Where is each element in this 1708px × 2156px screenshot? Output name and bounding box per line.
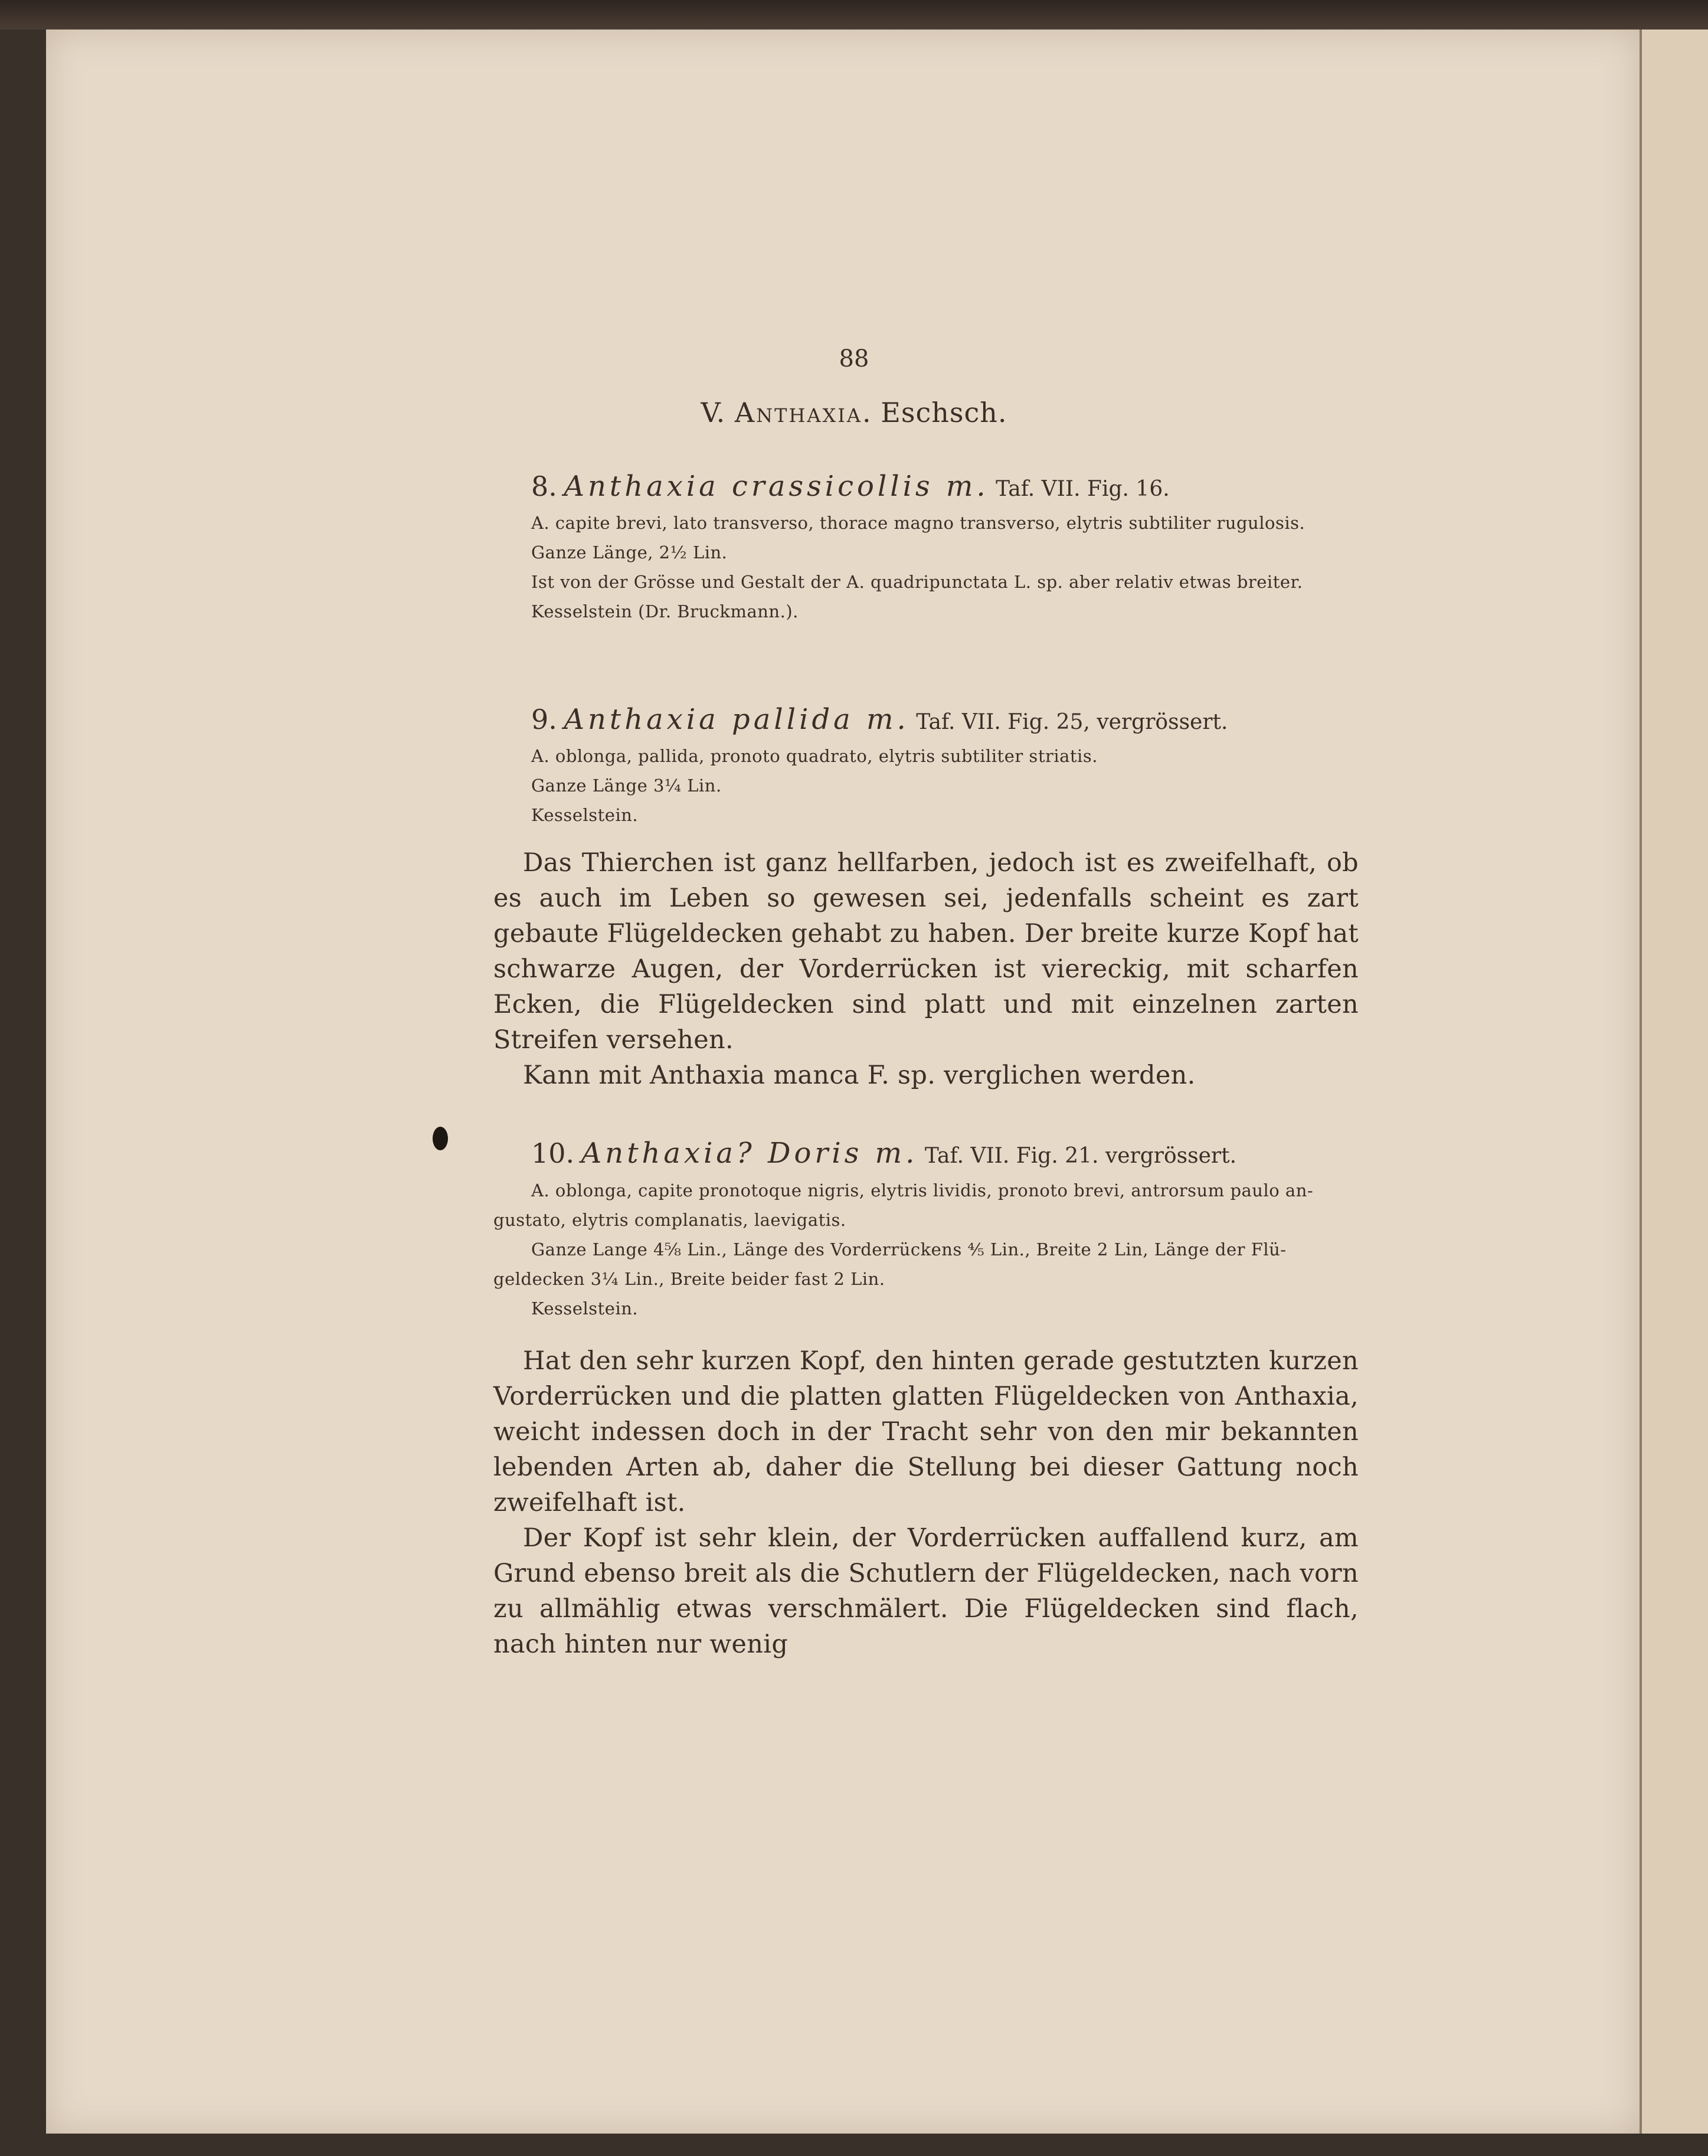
entry-heading — [531, 705, 1357, 737]
length-line: geldecken 3¼ Lin., Breite beider fast 2 Lin. — [493, 1269, 885, 1289]
description-pallida — [493, 845, 1359, 1093]
diagnosis-line: A. oblonga, capite pronotoque nigris, elytris lividis, pronoto brevi, antrorsum paulo an- — [531, 1180, 1314, 1200]
length-line: Ganze Länge, 2½ Lin. — [531, 542, 728, 562]
entry-number: 9. — [531, 704, 557, 735]
page-number: 88 — [839, 345, 869, 372]
plate-reference: Taf. VII. Fig. 21. vergrössert. — [924, 1144, 1237, 1168]
locality-line: Kesselstein (Dr. Bruckmann.). — [531, 601, 799, 621]
locality-line: Kesselstein. — [531, 805, 639, 825]
paragraph: Das Thierchen ist ganz hellfarben, jedoch ist es zweifelhaft, ob es auch im Leben so gewesen sei, jedenfalls scheint es zart gebaute Flügeldecken gehabt zu haben. Der breite kurze Kopf hat schwarze Augen, der Vorderrücken ist viereckig, mit scharfen Ecken, die Flügeldecken sind platt und mit einzelnen zarten Streifen versehen. — [493, 848, 1359, 1055]
diagnosis-line: A. oblonga, pallida, pronoto quadrato, elytris subtiliter striatis. — [531, 746, 1098, 766]
section-title: V. Anthaxia. Eschsch. — [701, 397, 1007, 428]
locality-line: Kesselstein. — [531, 1298, 639, 1319]
entry-heading — [531, 472, 1357, 503]
entry-number: 8. — [531, 470, 557, 502]
entry-10-details — [493, 1176, 1359, 1323]
scan-top-edge — [0, 0, 1708, 30]
entry-heading — [531, 1139, 1357, 1170]
comparison-line: Ist von der Grösse und Gestalt der A. quadripunctata L. sp. aber relativ etwas breiter. — [531, 572, 1303, 592]
paragraph: Kann mit Anthaxia manca F. sp. verglichen werden. — [523, 1061, 1196, 1090]
length-line: Ganze Lange 4⅝ Lin., Länge des Vorderrückens ⅘ Lin., Breite 2 Lin, Länge der Flü- — [531, 1239, 1287, 1259]
species-name: Anthaxia pallida m. — [564, 703, 909, 736]
entry-number: 10. — [531, 1137, 575, 1169]
length-line: Ganze Länge 3¼ Lin. — [531, 776, 722, 796]
diagnosis-line: gustato, elytris complanatis, laevigatis. — [493, 1210, 846, 1230]
paragraph: Hat den sehr kurzen Kopf, den hinten gerade gestutzten kurzen Vorderrücken und die platten glatten Flügeldecken von Anthaxia, weicht indessen doch in der Tracht sehr von den mir bekannten lebenden Arten ab, daher die Stellung bei dieser Gattung noch zweifelhaft ist. — [493, 1346, 1359, 1517]
entry-8 — [531, 472, 1357, 626]
section-author: Eschsch. — [881, 397, 1007, 428]
species-name: Anthaxia? Doris m. — [581, 1137, 918, 1170]
description-doris — [493, 1343, 1359, 1662]
plate-reference: Taf. VII. Fig. 25, vergrössert. — [916, 710, 1228, 734]
plate-reference: Taf. VII. Fig. 16. — [996, 477, 1170, 501]
section-genus: Anthaxia — [734, 397, 863, 428]
paragraph: Der Kopf ist sehr klein, der Vorderrücken auffallend kurz, am Grund ebenso breit als die Schutlern der Flügeldecken, nach vorn zu allmählig etwas verschmälert. Die Flügeldecken sind flach, nach hinten nur wenig — [493, 1523, 1359, 1659]
section-numeral: V. — [701, 397, 726, 428]
diagnosis-line: A. capite brevi, lato transverso, thorace magno transverso, elytris subtiliter rugulosis. — [531, 513, 1305, 533]
entry-9 — [531, 705, 1357, 830]
species-name: Anthaxia crassicollis m. — [564, 470, 989, 503]
entry-10 — [531, 1139, 1357, 1170]
ink-blot — [433, 1127, 448, 1150]
